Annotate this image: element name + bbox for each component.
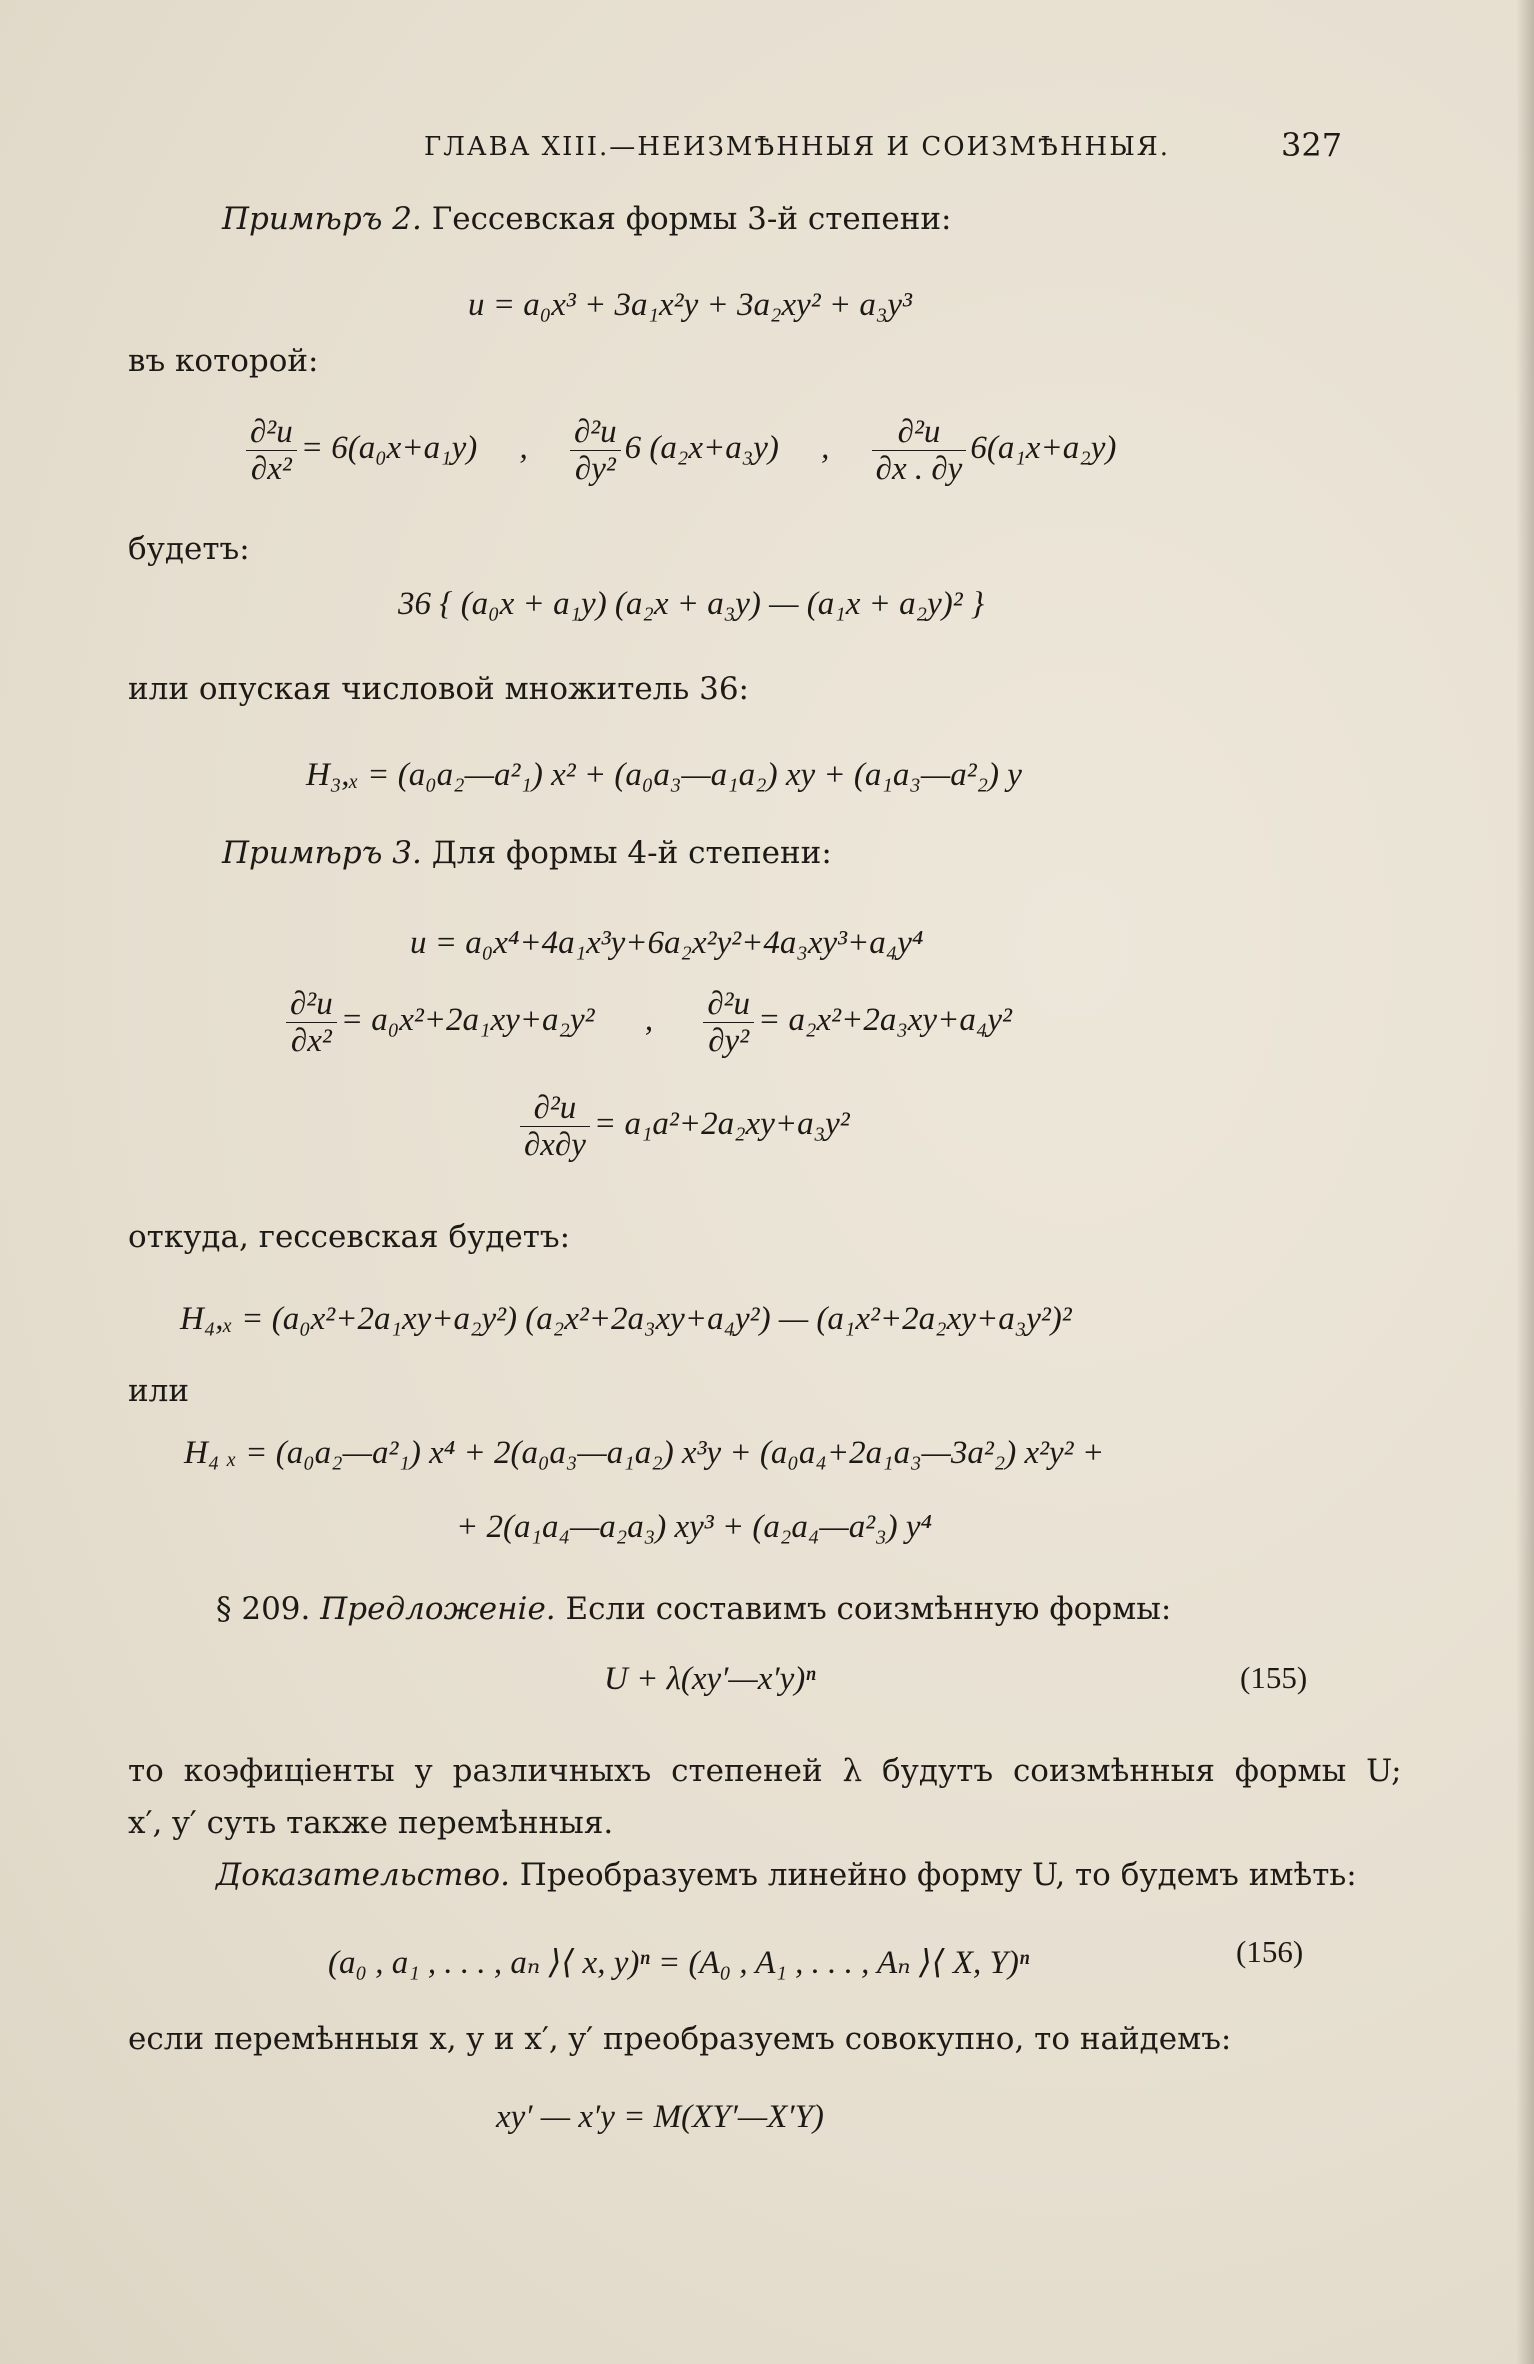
- example3-label: Примѣръ 3.: [222, 835, 422, 871]
- variables-line: если перемѣнныя x, y и x′, y′ преобразуемъ совокупно, то найдемъ:: [128, 2021, 1232, 2057]
- equation-H4-product: H₄,ₓ = (a₀x²+2a₁xy+a₂y²) (a₂x²+2a₃xy+a₄y²) — (a₁x²+2a₂xy+a₃y²)²: [180, 1301, 1072, 1337]
- equation-u-cubic: u = a₀x³ + 3a₁x²y + 3a₂xy² + a₃y³: [468, 287, 912, 323]
- equation-155: U + λ(xy′—x′y)ⁿ: [604, 1661, 816, 1697]
- equation-36: 36 { (a₀x + a₁y) (a₂x + a₃y) — (a₁x + a₂y)² }: [398, 586, 985, 622]
- separator: ,: [644, 1002, 654, 1039]
- fraction-d2u-dxdy-q: $\frac{\text{∂²u}}{\partial x\partial y}$: [520, 1090, 590, 1163]
- example3-text: Для формы 4-й степени:: [431, 835, 832, 871]
- example2-text: Гессевская формы 3-й степени:: [431, 201, 952, 237]
- equation-number-155: (155): [1240, 1660, 1308, 1695]
- second-derivative-mixed-q: [520, 1090, 850, 1163]
- equation-number-156: (156): [1236, 1934, 1304, 1969]
- proposition-label: Предложеніе.: [320, 1591, 556, 1627]
- equation-H3: H₃,ₓ = (a₀a₂—a²₁) x² + (a₀a₃—a₁a₂) xy + (a₁a₃—a²₂) y: [306, 757, 1022, 793]
- equation-H4-expanded-line2: + 2(a₁a₄—a₂a₃) xy³ + (a₂a₄—a²₃) y⁴: [456, 1509, 932, 1545]
- or-text: или: [128, 1373, 190, 1409]
- example2-label: Примѣръ 2.: [222, 201, 422, 237]
- page-number: 327: [1281, 126, 1343, 164]
- omit-factor-text: или опуская числовой множитель 36:: [128, 671, 749, 707]
- fraction-d2u-dx2: $\frac{\text{∂²u}}{\text{∂x²}}$: [246, 414, 297, 487]
- d2u-dxdy-q-rhs: = a₁a²+2a₂xy+a₃y²: [593, 1106, 850, 1143]
- equation-final: xy′ — x′y = M(XY′—X′Y): [496, 2099, 824, 2135]
- separator: ,: [519, 430, 528, 467]
- fraction-d2u-dxdy: $\frac{\text{∂²u}}{\partial x . \partial y}$: [872, 414, 967, 487]
- proof-label: Доказательство.: [216, 1857, 510, 1893]
- separator: ,: [821, 430, 830, 467]
- proposition-text: Если составимъ соизмѣнную формы:: [565, 1591, 1172, 1627]
- fraction-d2u-dy2-q: $\frac{\text{∂²u}}{\text{∂y²}}$: [703, 986, 754, 1059]
- coefficients-line-1: то коэфиціенты у различныхъ степеней λ будутъ соизмѣнныя формы U;: [128, 1753, 1402, 1789]
- page-edge-shadow: [1516, 0, 1534, 2364]
- equation-u-quartic: u = a₀x⁴+4a₁x³y+6a₂x²y²+4a₃xy³+a₄y⁴: [410, 925, 924, 961]
- proof-text: Преобразуемъ линейно форму U, то будемъ имѣть:: [519, 1857, 1357, 1893]
- coefficients-line-2: x′, y′ суть также перемѣнныя.: [128, 1805, 614, 1841]
- d2u-dy2-rhs: 6 (a₂x+a₃y): [624, 430, 779, 467]
- d2u-dxdy-rhs: 6(a₁x+a₂y): [970, 430, 1117, 467]
- d2u-dx2-rhs: = 6(a₀x+a₁y): [300, 430, 478, 467]
- hessian-intro-text: откуда, гессевская будетъ:: [128, 1219, 571, 1255]
- fraction-d2u-dx2-q: $\frac{\text{∂²u}}{\text{∂x²}}$: [286, 986, 337, 1059]
- example3-heading: [222, 834, 832, 872]
- d2u-dx2-q-rhs: = a₀x²+2a₁xy+a₂y²: [340, 1002, 595, 1039]
- second-derivatives-row-1: [246, 414, 1116, 487]
- equation-156: (a₀ , a₁ , . . . , aₙ ⟩⟨ x, y)ⁿ = (A₀ , A₁ , . . . , Aₙ ⟩⟨ X, Y)ⁿ: [328, 1945, 1030, 1981]
- example2-heading: [222, 200, 951, 238]
- in-which-text: въ которой:: [128, 343, 319, 379]
- will-be-text: будетъ:: [128, 531, 250, 567]
- equation-H4-expanded-line1: H₄ ₓ = (a₀a₂—a²₁) x⁴ + 2(a₀a₃—a₁a₂) x³y + (a₀a₄+2a₁a₃—3a²₂) x²y² +: [184, 1435, 1105, 1471]
- proof-statement: [216, 1856, 1357, 1894]
- running-title: ГЛАВА XIII.—НЕИЗМѢННЫЯ И СОИЗМѢННЫЯ.: [424, 132, 1171, 162]
- fraction-d2u-dy2: $\frac{\text{∂²u}}{\text{∂y²}}$: [570, 414, 621, 487]
- section-number: § 209.: [216, 1591, 311, 1627]
- section-209-statement: [216, 1590, 1171, 1628]
- second-derivatives-row-2: [286, 986, 1012, 1059]
- d2u-dy2-q-rhs: = a₂x²+2a₃xy+a₄y²: [758, 1002, 1012, 1039]
